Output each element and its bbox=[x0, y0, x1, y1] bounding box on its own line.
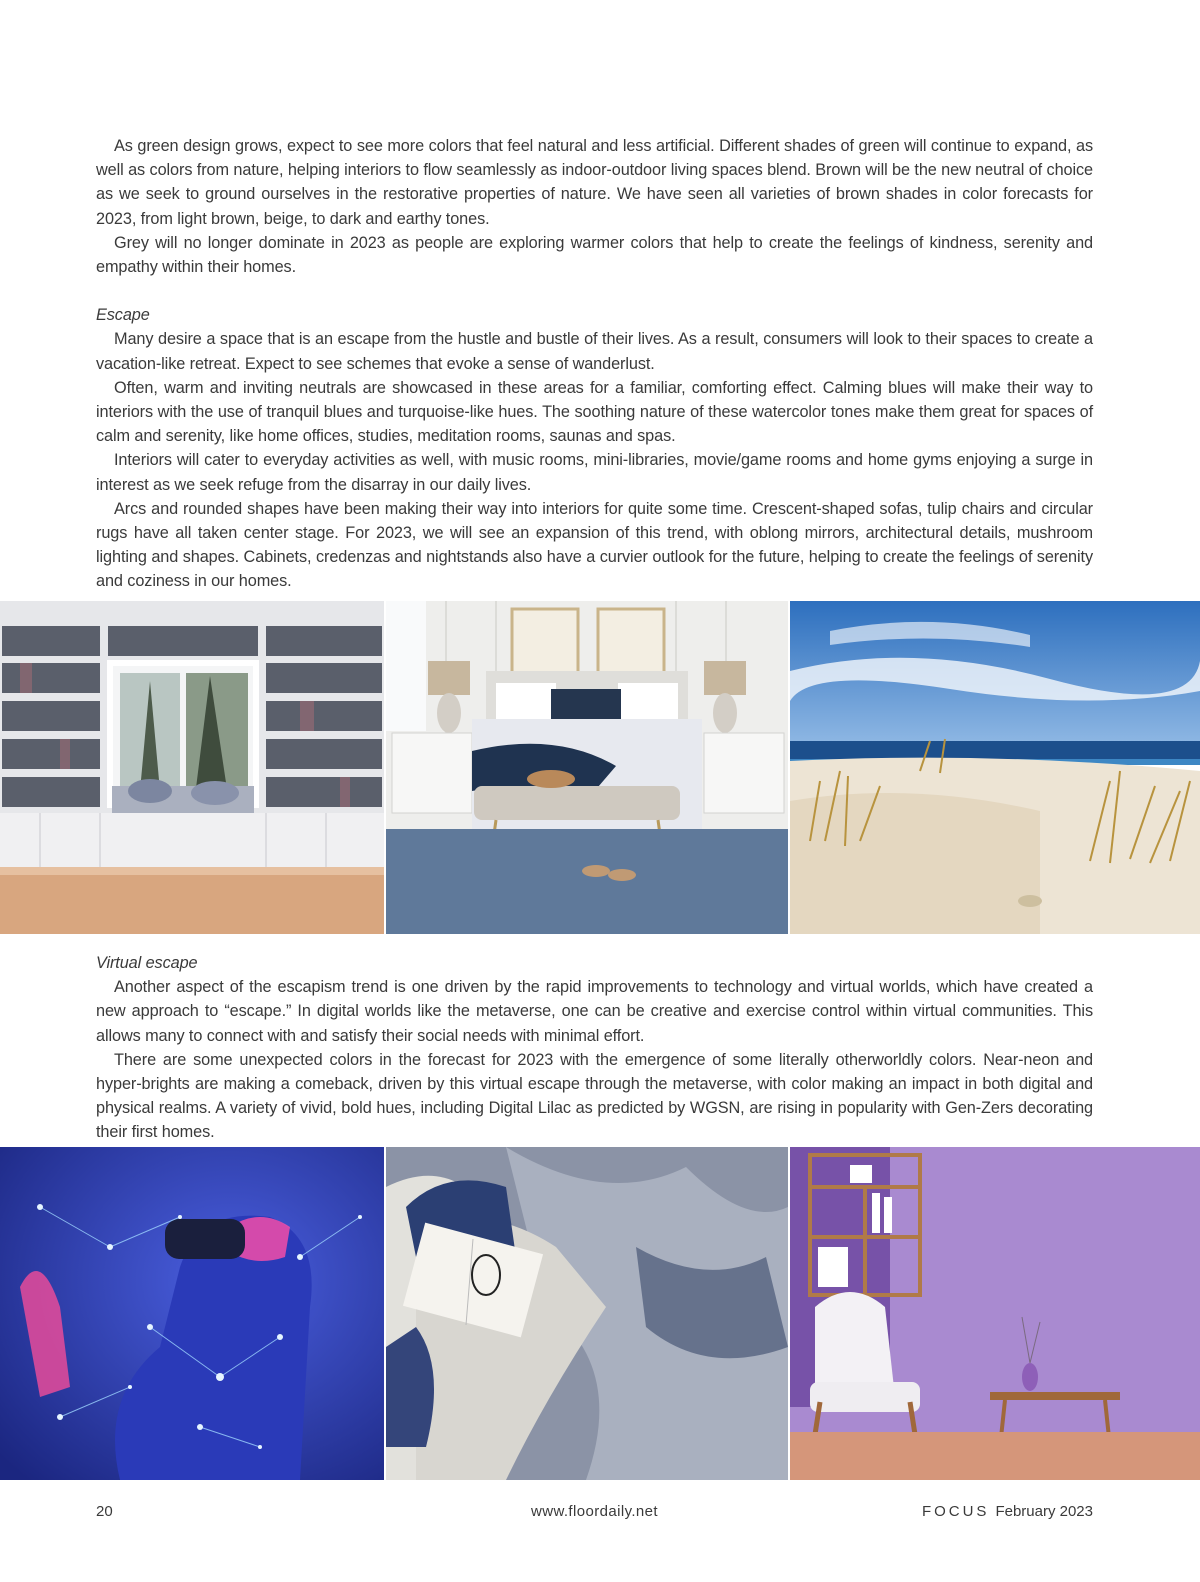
photo-row-virtual-escape bbox=[0, 1147, 1200, 1480]
paragraph: Interiors will cater to everyday activities as well, with music rooms, mini-libraries, movie/game rooms and home gyms enjoying a surge in interest as we seek refuge from the disarray in our daily lives. bbox=[96, 451, 1093, 494]
article-section-virtual-escape bbox=[96, 951, 1093, 1145]
paragraph: Many desire a space that is an escape from the hustle and bustle of their lives. As a result, consumers will look to their spaces to create a vacation-like retreat. Expect to see schemes that evoke a sense of wanderlust. bbox=[96, 330, 1093, 373]
paragraph: Another aspect of the escapism trend is one driven by the rapid improvements to technology and virtual worlds, which have created a new approach to “escape.” In digital worlds like the metaverse, one can be creative and exercise control within virtual communities. This allows many to connect with and satisfy their social needs with minimal effort. bbox=[96, 978, 1093, 1045]
website-url: www.floordaily.net bbox=[531, 1503, 658, 1520]
magazine-name: FOCUS bbox=[921, 1503, 990, 1520]
lilac-room-chair-photo bbox=[790, 1147, 1200, 1480]
issue-date: February 2023 bbox=[995, 1503, 1093, 1520]
section-heading-virtual-escape: Virtual escape bbox=[96, 954, 198, 972]
library-window-seat-photo bbox=[0, 601, 384, 934]
photo-row-escape bbox=[0, 601, 1200, 934]
paragraph: There are some unexpected colors in the forecast for 2023 with the emergence of some literally otherworldly colors. Near-neon and hyper-brights are making a comeback, driven by this virtual escape through the metaverse, with color making an impact in both digital and physical realms. A variety of vivid, bold hues, including Digital Lilac as predicted by WGSN, are rising in popularity with Gen-Zers decorating their first homes. bbox=[96, 1050, 1093, 1142]
issue-label bbox=[922, 1503, 1093, 1520]
beach-dunes-photo bbox=[790, 601, 1200, 934]
paragraph: Arcs and rounded shapes have been making their way into interiors for quite some time. Crescent-shaped sofas, tulip chairs and circular rugs have all taken center stage. For 2023, we will see an expansion of this trend, with oblong mirrors, architectural details, mushroom lighting and shapes. Cabinets, credenzas and nightstands also have a curvier outlook for the future, helping to create the feelings of serenity and coziness in our homes. bbox=[96, 499, 1093, 591]
article-section-color-trends bbox=[96, 134, 1093, 594]
section-heading-escape: Escape bbox=[96, 306, 150, 325]
paragraph: Often, warm and inviting neutrals are showcased in these areas for a familiar, comforting effect. Calming blues will make their way to interiors with the use of tranquil blues and turquoise-like hues. The soothing nature of these watercolor tones make them great for spaces of calm and serenity, like home offices, studies, meditation rooms, saunas and spas. bbox=[96, 378, 1093, 446]
paragraph: Grey will no longer dominate in 2023 as people are exploring warmer colors that help to create the feelings of kindness, serenity and empathy within their homes. bbox=[96, 233, 1093, 277]
paragraph: As green design grows, expect to see more colors that feel natural and less artificial. Different shades of green will continue to expand, as well as colors from nature, helping interiors to flow seamlessly as indoor-outdoor living spaces blend. Brown will be the new neutral of choice as we seek to ground ourselves in the restorative properties of nature. We have seen all varieties of brown shades in color forecasts for 2023, from light brown, beige, to dark and earthy tones. bbox=[96, 137, 1093, 228]
page-footer bbox=[96, 1503, 1093, 1523]
bedroom-photo bbox=[386, 601, 788, 934]
rug-chair-book-photo bbox=[386, 1147, 788, 1480]
vr-headset-photo bbox=[0, 1147, 384, 1480]
page-number: 20 bbox=[96, 1503, 113, 1520]
